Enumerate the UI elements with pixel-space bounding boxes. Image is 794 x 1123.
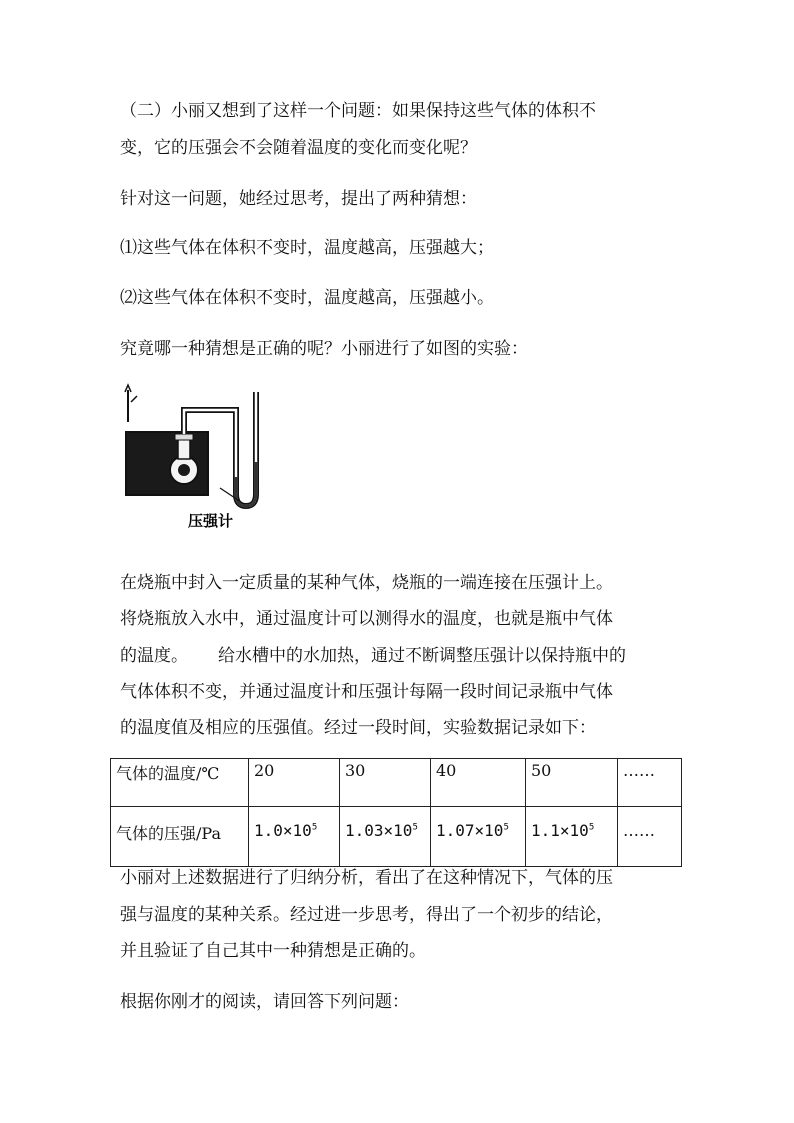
intro-line-1: （二）小丽又想到了这样一个问题：如果保持这些气体的体积不 — [120, 101, 596, 121]
experiment-line-3a: 的温度。 — [120, 646, 188, 666]
intro-line-2: 变，它的压强会不会随着温度的变化而变化呢？ — [120, 138, 477, 158]
experiment-line-3b: 给水槽中的水加热，通过不断调整压强计以保持瓶中的 — [218, 646, 626, 666]
experiment-line-1: 在烧瓶中封入一定质量的某种气体，烧瓶的一端连接在压强计上。 — [120, 573, 613, 593]
final-prompt: 根据你刚才的阅读，请回答下列问题： — [120, 992, 409, 1012]
pressure-cell: $1.1\times 10^5$ — [526, 807, 618, 867]
experiment-line-5: 的温度值及相应的压强值。经过一段时间，实验数据记录如下： — [120, 718, 596, 738]
temperature-cell: 20 — [249, 759, 340, 807]
row-label-temperature: 气体的温度/℃ — [111, 759, 249, 807]
temperature-ellipsis: …… — [618, 759, 682, 807]
temperature-cell: 30 — [340, 759, 431, 807]
pressure-cell: $1.07\times 10^5$ — [431, 807, 526, 867]
pressure-cell: $1.0\times 10^5$ — [249, 807, 340, 867]
pressure-ellipsis: …… — [618, 807, 682, 867]
row-label-pressure: 气体的压强/Pa — [111, 807, 249, 867]
analysis-line-3: 并且验证了自己其中一种猜想是正确的。 — [120, 941, 426, 961]
experiment-line-3 — [120, 641, 626, 666]
figure-caption: 压强计 — [188, 512, 234, 530]
experiment-line-4: 气体体积不变，并通过温度计和压强计每隔一段时间记录瓶中气体 — [120, 682, 613, 702]
analysis-line-2: 强与温度的某种关系。经过进一步思考，得出了一个初步的结论， — [120, 905, 613, 925]
question-line: 究竟哪一种猜想是正确的呢？小丽进行了如图的实验： — [120, 339, 528, 359]
analysis-line-1: 小丽对上述数据进行了归纳分析，看出了在这种情况下，气体的压 — [120, 868, 613, 888]
guess-2: ⑵这些气体在体积不变时，温度越高，压强越小。 — [120, 288, 494, 308]
experiment-line-2: 将烧瓶放入水中，通过温度计可以测得水的温度，也就是瓶中气体 — [120, 609, 613, 629]
data-table — [110, 758, 682, 867]
experiment-figure — [118, 382, 278, 542]
guess-1: ⑴这些气体在体积不变时，温度越高，压强越大； — [120, 238, 494, 258]
table-row — [111, 807, 682, 867]
guess-intro: 针对这一问题，她经过思考，提出了两种猜想： — [120, 189, 477, 209]
temperature-cell: 40 — [431, 759, 526, 807]
table-row — [111, 759, 682, 807]
pressure-cell: $1.03\times 10^5$ — [340, 807, 431, 867]
temperature-cell: 50 — [526, 759, 618, 807]
